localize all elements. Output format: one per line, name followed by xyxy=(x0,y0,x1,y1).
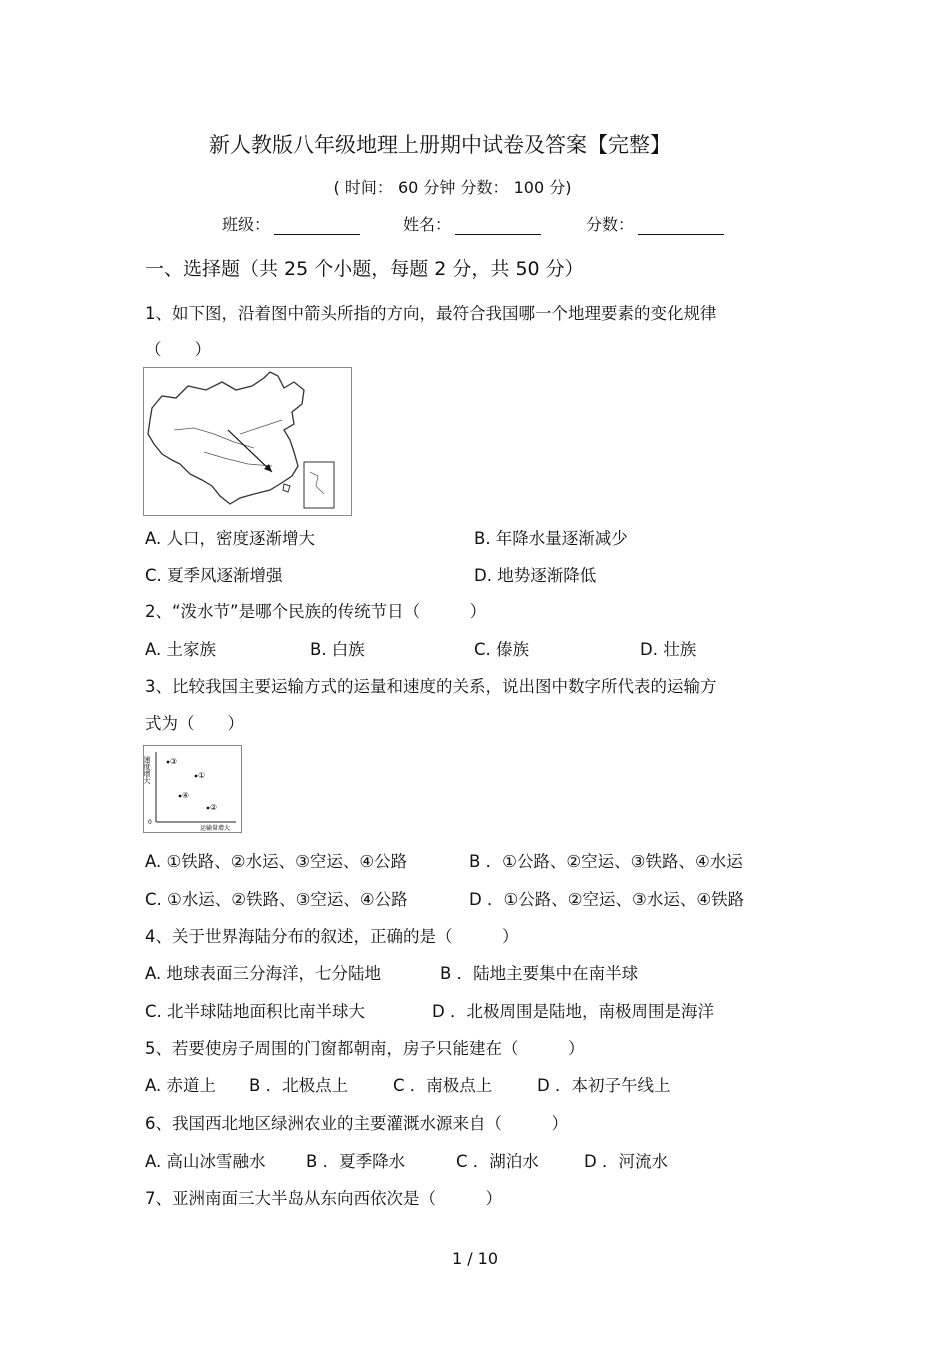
page-number: 1 / 10 xyxy=(451,1249,499,1268)
transport-chart xyxy=(144,746,241,832)
q2-stem: 2、“泼水节”是哪个民族的传统节日（ ） xyxy=(145,602,487,621)
score-blank[interactable] xyxy=(638,216,724,235)
chart-ylabel: 速度增大 xyxy=(143,756,151,784)
q2-option-c: C. 傣族 xyxy=(474,640,530,659)
q1-stem-line2: （ ） xyxy=(145,340,211,359)
score-field xyxy=(586,212,724,235)
point-4-dot xyxy=(179,795,182,798)
china-map-drawing xyxy=(144,368,351,515)
transport-chart-figure xyxy=(143,745,242,833)
q2-option-b: B. 白族 xyxy=(310,640,365,659)
q6-option-a: A. 高山冰雪融水 xyxy=(145,1152,266,1171)
exam-subtitle: ( 时间： 60 分钟 分数： 100 分) xyxy=(333,178,572,197)
q3-stem-line2: 式为（ ） xyxy=(145,714,244,733)
q6-option-c: C ．湖泊水 xyxy=(456,1152,539,1171)
q7-stem: 7、亚洲南面三大半岛从东向西依次是（ ） xyxy=(145,1189,502,1208)
exam-title: 新人教版八年级地理上册期中试卷及答案【完整】 xyxy=(209,133,671,157)
china-map-figure xyxy=(143,367,352,516)
q4-option-d: D ．北极周围是陆地，南极周围是海洋 xyxy=(432,1002,714,1021)
q5-stem: 5、若要使房子周围的门窗都朝南，房子只能建在（ ） xyxy=(145,1039,585,1058)
point-3-dot xyxy=(167,761,170,764)
score-label: 分数： xyxy=(586,215,635,234)
q6-stem: 6、我国西北地区绿洲农业的主要灌溉水源来自（ ） xyxy=(145,1114,568,1133)
point-4-label: ④ xyxy=(182,791,190,800)
q3-option-a: A. ①铁路、②水运、③空运、④公路 xyxy=(145,852,408,871)
class-blank[interactable] xyxy=(274,216,360,235)
chart-origin: 0 xyxy=(148,819,152,826)
point-3-label: ③ xyxy=(170,757,178,766)
point-1-label: ① xyxy=(198,771,206,780)
section-heading: 一、选择题（共 25 个小题，每题 2 分，共 50 分） xyxy=(145,258,584,280)
q5-option-d: D ．本初子午线上 xyxy=(537,1076,671,1095)
q3-stem-line1: 3、比较我国主要运输方式的运量和速度的关系，说出图中数字所代表的运输方 xyxy=(145,677,717,696)
class-field xyxy=(222,212,360,235)
q3-option-d: D ．①公路、②空运、③水运、④铁路 xyxy=(469,890,745,909)
q5-option-c: C ．南极点上 xyxy=(393,1076,493,1095)
point-2-dot xyxy=(207,807,210,810)
q4-option-c: C. 北半球陆地面积比南半球大 xyxy=(145,1002,366,1021)
class-label: 班级： xyxy=(222,215,271,234)
q1-stem-line1: 1、如下图，沿着图中箭头所指的方向，最符合我国哪一个地理要素的变化规律 xyxy=(145,304,717,323)
q1-option-d: D. 地势逐渐降低 xyxy=(474,566,597,585)
name-field xyxy=(403,212,541,235)
q5-option-b: B ．北极点上 xyxy=(249,1076,349,1095)
q1-option-b: B. 年降水量逐渐减少 xyxy=(474,529,628,548)
q4-option-b: B ．陆地主要集中在南半球 xyxy=(440,964,639,983)
q6-option-b: B ．夏季降水 xyxy=(306,1152,406,1171)
q4-stem: 4、关于世界海陆分布的叙述，正确的是（ ） xyxy=(145,927,519,946)
name-label: 姓名： xyxy=(403,215,452,234)
q3-option-b: B ．①公路、②空运、③铁路、④水运 xyxy=(469,852,743,871)
q2-option-a: A. 土家族 xyxy=(145,640,216,659)
point-1-dot xyxy=(195,775,198,778)
q2-option-d: D. 壮族 xyxy=(640,640,697,659)
q3-option-c: C. ①水运、②铁路、③空运、④公路 xyxy=(145,890,408,909)
q6-option-d: D ．河流水 xyxy=(584,1152,668,1171)
q4-option-a: A. 地球表面三分海洋，七分陆地 xyxy=(145,964,381,983)
chart-xlabel: 运输量增大 xyxy=(200,825,231,832)
point-2-label: ② xyxy=(210,803,218,812)
name-blank[interactable] xyxy=(455,216,541,235)
q1-option-c: C. 夏季风逐渐增强 xyxy=(145,566,283,585)
q5-option-a: A. 赤道上 xyxy=(145,1076,216,1095)
q1-option-a: A. 人口，密度逐渐增大 xyxy=(145,529,315,548)
